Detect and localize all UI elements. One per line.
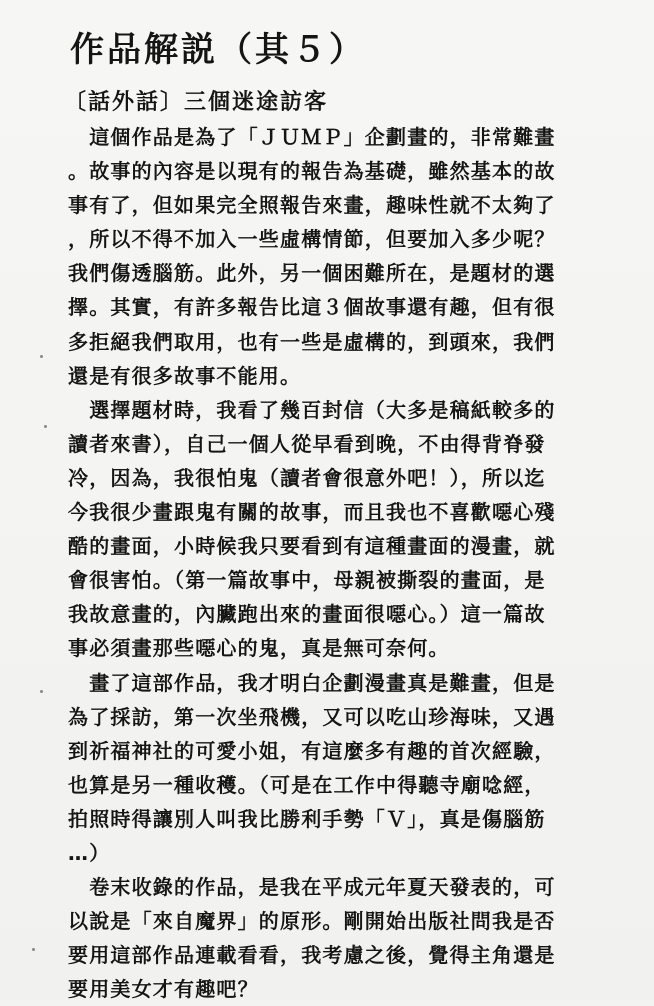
text-line: 酷的畫面，小時候我只要看到有這種畫面的漫畫，就 <box>68 534 556 559</box>
print-speck <box>40 355 43 358</box>
text-line: 要用這部作品連載看看，我考慮之後，覺得主角還是 <box>68 943 556 968</box>
text-line: 畫了這部作品，我才明白企劃漫畫真是難畫，但是 <box>68 670 556 695</box>
text-line: 今我很少畫跟鬼有關的故事，而且我也不喜歡噁心殘 <box>68 500 556 525</box>
text-line: 。故事的內容是以現有的報告為基礎，雖然基本的故 <box>68 159 556 184</box>
text-line: 為了採訪，第一次坐飛機，又可以吃山珍海味，又遇 <box>68 704 556 729</box>
text-line: 以說是「來自魔界」的原形。剛開始出版社問我是否 <box>68 909 556 934</box>
text-line: 我們傷透腦筋。此外，另一個困難所在，是題材的選 <box>68 261 556 286</box>
body-text <box>68 120 628 1006</box>
text-line: 事必須畫那些噁心的鬼，真是無可奈何。 <box>68 636 450 661</box>
text-line: 要用美女才有趣吧？ <box>68 977 259 1002</box>
text-line: 選擇題材時，我看了幾百封信（大多是稿紙較多的 <box>68 397 556 422</box>
text-line: 還是有很多故事不能用。 <box>68 363 302 388</box>
text-line: ，所以不得不加入一些虛構情節，但要加入多少呢？ <box>68 227 556 252</box>
text-line: 多拒絕我們取用，也有一些是虛構的，到頭來，我們 <box>68 329 556 354</box>
text-line: 到祈福神社的可愛小姐，有這麼多有趣的首次經驗， <box>68 738 556 763</box>
page-title: 作品解説（其５） <box>70 30 366 70</box>
text-line: 擇。其實，有許多報告比這３個故事還有趣，但有很 <box>68 295 556 320</box>
text-line: 卷末收錄的作品，是我在平成元年夏天發表的，可 <box>68 875 556 900</box>
print-speck <box>40 690 43 693</box>
text-line: 這個作品是為了「ＪＵＭＰ」企劃畫的，非常難畫 <box>68 125 556 149</box>
text-line: 也算是另一種收穫。（可是在工作中得聽寺廟唸經， <box>68 772 546 797</box>
text-line: 拍照時得讓別人叫我比勝利手勢「Ｖ」，真是傷腦筋 <box>68 806 546 831</box>
print-speck <box>44 425 47 428</box>
text-line: 冷，因為，我很怕鬼（讀者會很意外吧！），所以迄 <box>68 465 546 490</box>
text-line: …） <box>68 840 111 865</box>
text-line: 我故意畫的，內臟跑出來的畫面很噁心。）這一篇故 <box>68 602 546 627</box>
text-line: 會很害怕。（第一篇故事中，母親被撕裂的畫面，是 <box>68 568 546 593</box>
print-speck <box>32 948 35 951</box>
text-line: 事有了，但如果完全照報告來畫，趣味性就不太夠了 <box>68 193 556 218</box>
text-line: 讀者來書），自己一個人從早看到晚，不由得背脊發 <box>68 431 546 456</box>
section-subtitle: 〔話外話〕三個迷途訪客 <box>64 90 329 115</box>
